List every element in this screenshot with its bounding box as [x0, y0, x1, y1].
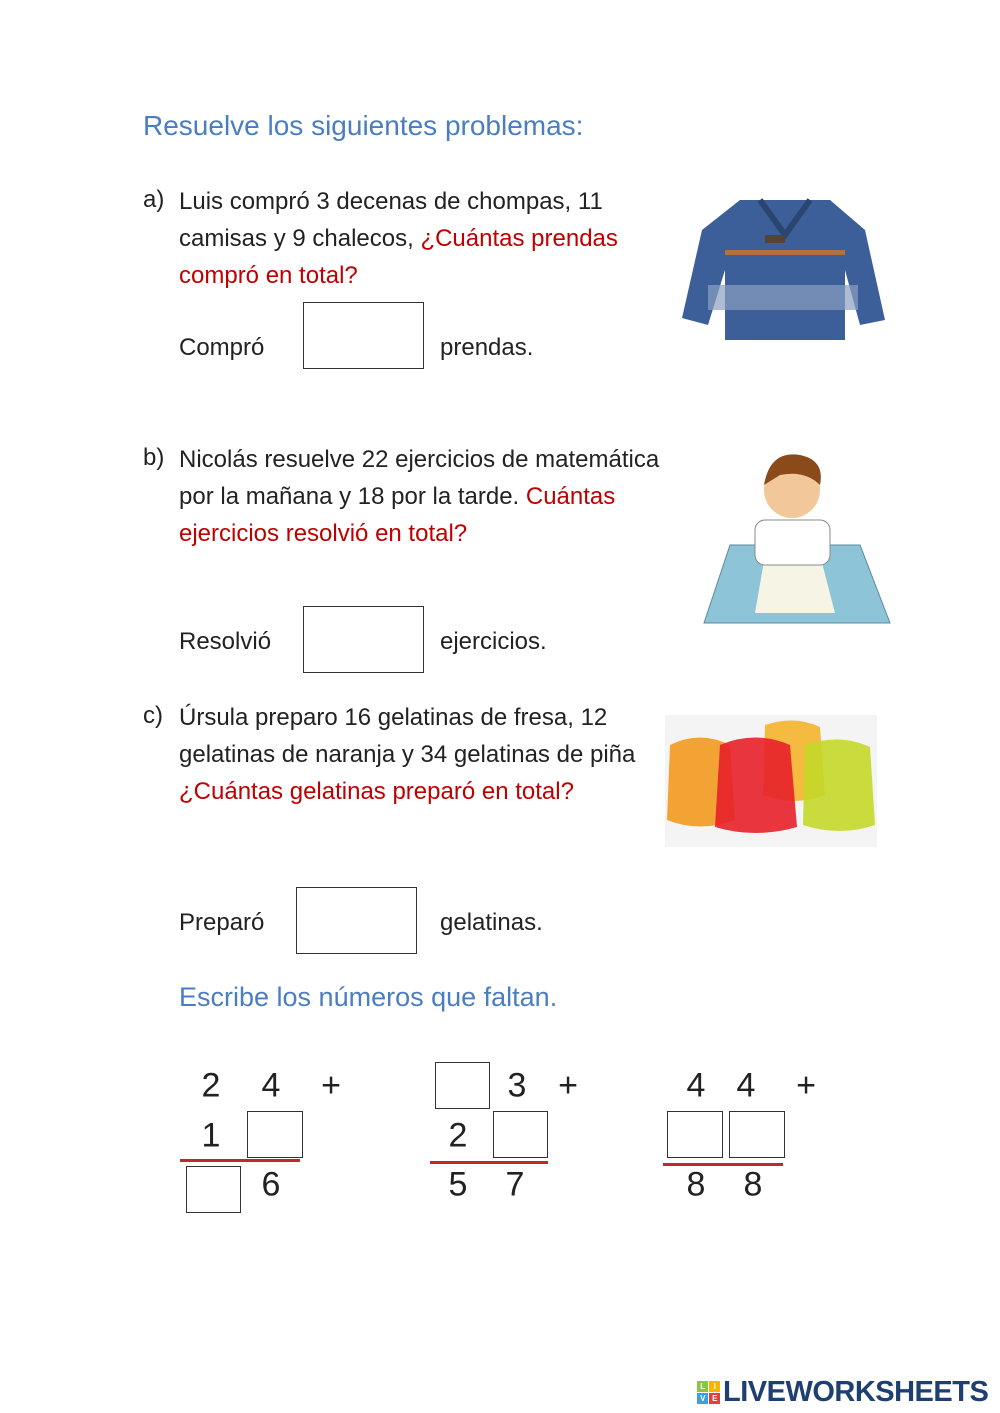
problem-question: ¿Cuántas gelatinas preparó en total? — [179, 778, 574, 805]
sum1-digit: 6 — [261, 1165, 281, 1204]
sum3-digit: 4 — [736, 1066, 756, 1105]
boy-thinking-image — [700, 445, 892, 630]
sum1-digit: 2 — [201, 1066, 221, 1105]
plus-sign: + — [321, 1066, 341, 1105]
logo-text: LIVEWORKSHEETS — [723, 1376, 989, 1408]
sum2-digit: 2 — [448, 1116, 468, 1155]
problem-text: Úrsula preparo 16 gelatinas de fresa, 12 gelatinas de naranja y 34 gelatinas de piña — [179, 704, 636, 768]
answer-c-input[interactable] — [296, 887, 417, 954]
answer-prefix: Resolvió — [179, 628, 272, 655]
sum2-row2-units-input[interactable] — [493, 1111, 548, 1158]
sum2-digit: 7 — [505, 1165, 525, 1204]
sum2-digit: 3 — [507, 1066, 527, 1105]
answer-b-input[interactable] — [303, 606, 424, 673]
answer-prefix: Preparó — [179, 909, 265, 936]
sum3-digit: 4 — [686, 1066, 706, 1105]
problem-a-label: a) — [143, 186, 165, 213]
plus-sign: + — [558, 1066, 578, 1105]
sum3-row2-tens-input[interactable] — [667, 1111, 723, 1158]
jellies-image — [665, 715, 877, 847]
logo-mark-letter: L — [697, 1381, 708, 1392]
sweater-image — [680, 190, 888, 350]
problem-a-text — [179, 183, 669, 294]
sum1-row2-units-input[interactable] — [247, 1111, 303, 1158]
page-title: Resuelve los siguientes problemas: — [143, 110, 584, 141]
sum1-digit: 1 — [201, 1116, 221, 1155]
sum2-digit: 5 — [448, 1165, 468, 1204]
sum-rule — [430, 1161, 548, 1164]
problem-b-text — [179, 441, 669, 552]
problem-text: Nicolás resuelve 22 ejercicios de matemática por la mañana y 18 por la tarde. — [179, 446, 660, 510]
answer-suffix: ejercicios. — [440, 628, 547, 655]
logo-mark-letter: I — [709, 1381, 720, 1392]
sum-rule — [663, 1163, 783, 1166]
answer-suffix: gelatinas. — [440, 909, 543, 936]
sum3-digit: 8 — [743, 1165, 763, 1204]
logo-mark-letter: E — [709, 1393, 720, 1404]
sum3-row2-units-input[interactable] — [729, 1111, 785, 1158]
logo-mark-icon — [697, 1381, 720, 1404]
sum-rule — [180, 1159, 300, 1162]
sum3-digit: 8 — [686, 1165, 706, 1204]
sum2-row1-tens-input[interactable] — [435, 1062, 490, 1109]
problem-c-label: c) — [143, 702, 163, 729]
section2-title: Escribe los números que faltan. — [179, 982, 558, 1012]
problem-question: Cuántas ejercicios resolvió en total? — [179, 483, 616, 547]
logo-mark-letter: V — [697, 1393, 708, 1404]
answer-suffix: prendas. — [440, 334, 534, 361]
problem-question: ¿Cuántas prendas compró en total? — [179, 225, 618, 289]
problem-b-label: b) — [143, 444, 165, 471]
plus-sign: + — [796, 1066, 816, 1105]
answer-prefix: Compró — [179, 334, 265, 361]
sum1-result-tens-input[interactable] — [186, 1166, 241, 1213]
liveworksheets-logo — [697, 1376, 988, 1409]
answer-a-input[interactable] — [303, 302, 424, 369]
problem-c-text — [179, 699, 649, 810]
problem-text: Luis compró 3 decenas de chompas, 11 camisas y 9 chalecos, — [179, 188, 603, 252]
sum1-digit: 4 — [261, 1066, 281, 1105]
